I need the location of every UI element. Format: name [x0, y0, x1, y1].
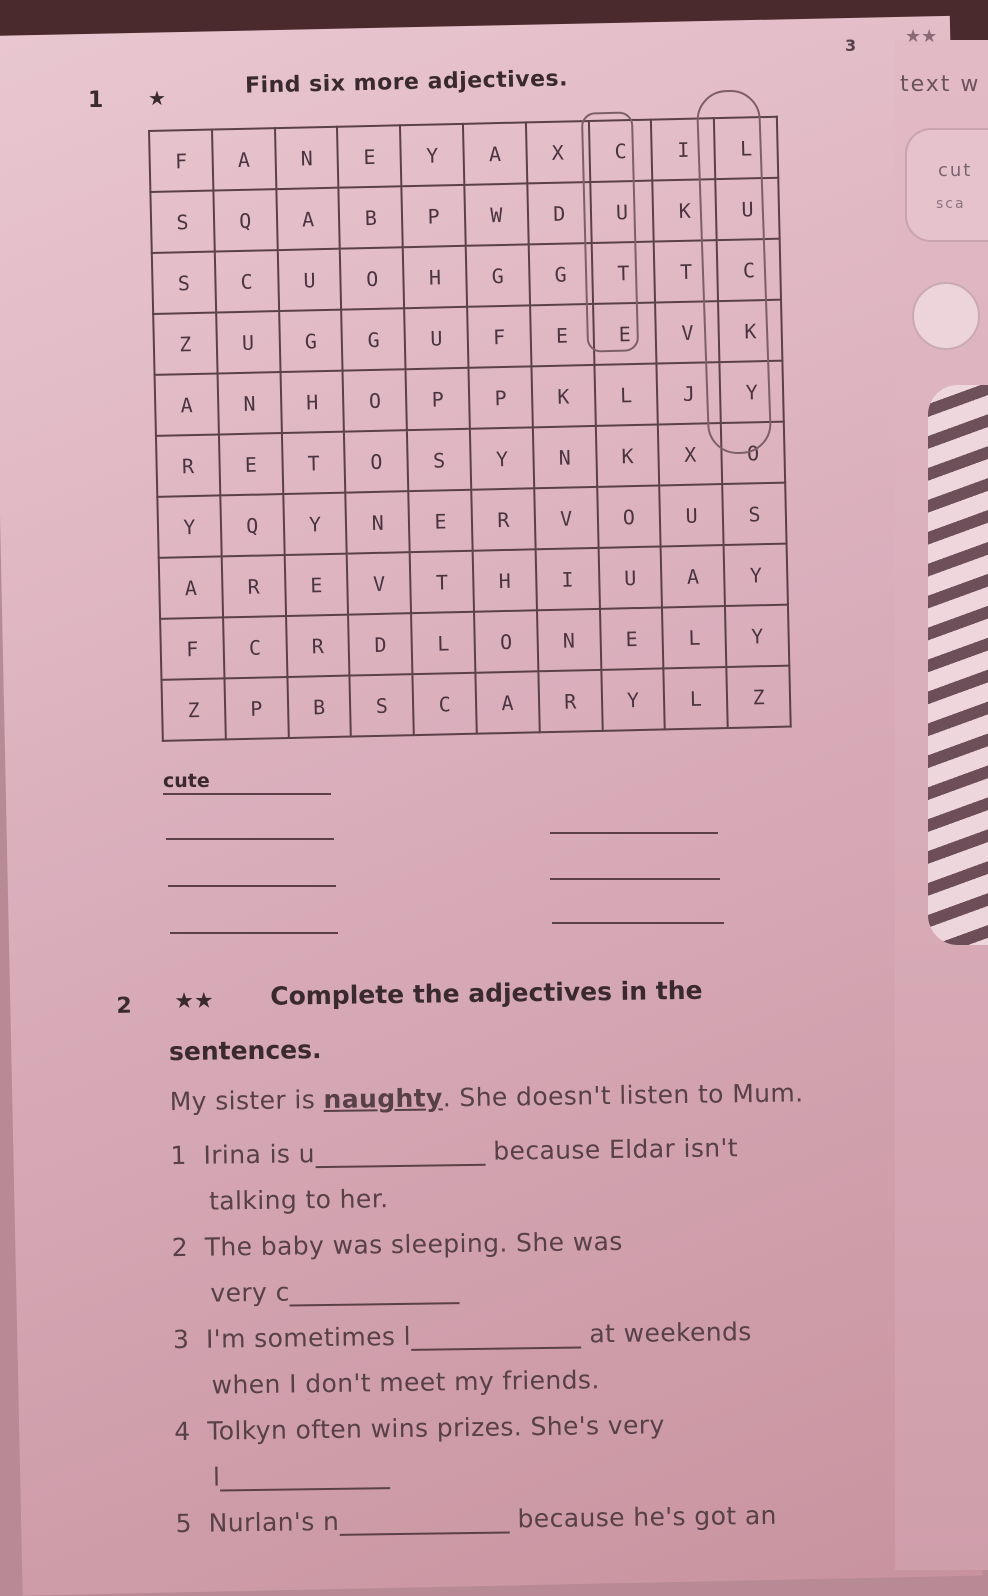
grid-cell[interactable]: V: [655, 301, 719, 363]
right-exercise-stars: ★★: [905, 26, 938, 47]
sentence-2: 2 The baby was sleeping. She was: [171, 1226, 623, 1263]
grid-cell[interactable]: R: [156, 434, 220, 496]
grid-cell[interactable]: V: [534, 487, 598, 549]
grid-cell[interactable]: Y: [283, 493, 347, 555]
sentence-4-continued: l: [213, 1460, 391, 1491]
answer-line-2[interactable]: [166, 838, 334, 840]
exercise-1-star-icon: ★: [148, 86, 166, 110]
grid-cell[interactable]: A: [155, 373, 219, 435]
grid-cell[interactable]: A: [212, 128, 276, 190]
example-answer-cute: cute: [163, 770, 210, 792]
grid-cell[interactable]: A: [276, 188, 340, 250]
grid-cell[interactable]: B: [339, 186, 403, 248]
grid-cell[interactable]: I: [535, 548, 599, 610]
grid-cell[interactable]: N: [537, 609, 601, 671]
grid-cell[interactable]: K: [595, 425, 659, 487]
grid-cell[interactable]: N: [275, 127, 339, 189]
grid-cell[interactable]: H: [403, 246, 467, 308]
grid-cell[interactable]: D: [527, 182, 591, 244]
circled-word-cute: [581, 111, 639, 352]
grid-cell[interactable]: G: [528, 243, 592, 305]
grid-cell[interactable]: K: [653, 179, 717, 241]
grid-cell[interactable]: Z: [161, 678, 225, 740]
grid-cell[interactable]: N: [346, 491, 410, 553]
grid-cell[interactable]: G: [466, 244, 530, 306]
grid-cell[interactable]: W: [464, 183, 528, 245]
grid-cell[interactable]: Y: [725, 605, 789, 667]
grid-cell[interactable]: P: [402, 185, 466, 247]
grid-cell[interactable]: T: [410, 551, 474, 613]
answer-line-7[interactable]: [552, 922, 724, 924]
grid-cell[interactable]: U: [590, 181, 654, 243]
grid-cell[interactable]: X: [658, 423, 722, 485]
grid-cell[interactable]: U: [598, 546, 662, 608]
answer-line-5[interactable]: [550, 878, 720, 880]
grid-cell[interactable]: A: [159, 556, 223, 618]
grid-cell[interactable]: X: [526, 121, 590, 183]
grid-cell[interactable]: Z: [153, 313, 217, 375]
grid-cell[interactable]: E: [284, 554, 348, 616]
grid-cell[interactable]: P: [406, 368, 470, 430]
grid-cell[interactable]: U: [660, 484, 724, 546]
grid-cell[interactable]: L: [664, 667, 728, 729]
grid-cell[interactable]: O: [344, 430, 408, 492]
grid-cell[interactable]: Y: [470, 427, 534, 489]
exercise-1-title: Find six more adjectives.: [244, 66, 569, 99]
grid-cell[interactable]: O: [343, 369, 407, 431]
answer-line-4[interactable]: [168, 885, 336, 887]
grid-cell[interactable]: E: [337, 125, 401, 187]
grid-cell[interactable]: G: [279, 310, 343, 372]
right-exercise-number: 3: [845, 36, 857, 55]
grid-cell[interactable]: P: [468, 366, 532, 428]
sentence-1-continued: talking to her.: [208, 1184, 389, 1216]
grid-cell[interactable]: R: [538, 670, 602, 732]
grid-cell[interactable]: T: [591, 242, 655, 304]
grid-cell[interactable]: H: [280, 371, 344, 433]
grid-cell[interactable]: E: [219, 433, 283, 495]
circled-word-lucky: [696, 89, 773, 455]
blank-3[interactable]: [411, 1326, 581, 1350]
grid-cell[interactable]: I: [651, 118, 715, 180]
answer-line-1[interactable]: [163, 793, 331, 795]
right-box-word-1: cut: [938, 160, 973, 181]
grid-cell[interactable]: L: [714, 117, 778, 179]
grid-cell[interactable]: N: [217, 372, 281, 434]
grid-cell[interactable]: C: [717, 239, 781, 301]
grid-cell[interactable]: R: [471, 488, 535, 550]
grid-cell[interactable]: E: [530, 304, 594, 366]
grid-cell[interactable]: Y: [157, 495, 221, 557]
grid-cell[interactable]: Q: [220, 494, 284, 556]
right-box-word-2: sca: [936, 196, 966, 212]
grid-cell[interactable]: K: [531, 365, 595, 427]
grid-cell[interactable]: U: [715, 178, 779, 240]
blank-5[interactable]: [339, 1511, 509, 1535]
grid-cell[interactable]: U: [277, 249, 341, 311]
grid-cell[interactable]: P: [224, 677, 288, 739]
grid-cell[interactable]: T: [282, 432, 346, 494]
sentence-4: 4 Tolkyn often wins prizes. She's very: [174, 1410, 665, 1447]
grid-cell[interactable]: R: [221, 555, 285, 617]
grid-cell[interactable]: K: [718, 300, 782, 362]
grid-cell[interactable]: Q: [213, 189, 277, 251]
grid-cell[interactable]: S: [722, 483, 786, 545]
grid-row: [161, 666, 790, 741]
grid-cell[interactable]: V: [347, 552, 411, 614]
grid-cell[interactable]: D: [348, 613, 412, 675]
grid-cell[interactable]: J: [657, 362, 721, 424]
grid-cell[interactable]: E: [593, 303, 657, 365]
exercise-2-number: 2: [116, 993, 132, 1019]
grid-cell[interactable]: F: [160, 617, 224, 679]
sentence-3: 3 I'm sometimes l at weekends: [172, 1317, 752, 1355]
grid-cell[interactable]: Y: [601, 668, 665, 730]
grid-cell[interactable]: C: [223, 616, 287, 678]
grid-cell[interactable]: L: [662, 606, 726, 668]
blank-2[interactable]: [290, 1282, 460, 1306]
grid-cell[interactable]: L: [594, 364, 658, 426]
grid-cell[interactable]: O: [340, 247, 404, 309]
grid-cell[interactable]: O: [721, 422, 785, 484]
grid-cell[interactable]: U: [216, 311, 280, 373]
grid-cell[interactable]: O: [474, 610, 538, 672]
grid-cell[interactable]: Y: [724, 544, 788, 606]
grid-cell[interactable]: S: [350, 674, 414, 736]
sentence-1: 1 Irina is u because Eldar isn't: [170, 1133, 739, 1171]
grid-cell[interactable]: H: [473, 549, 537, 611]
blank-1[interactable]: [315, 1144, 485, 1168]
grid-cell[interactable]: B: [287, 676, 351, 738]
grid-cell[interactable]: Y: [400, 124, 464, 186]
right-exercise-text: text w: [900, 72, 981, 97]
grid-cell[interactable]: C: [215, 250, 279, 312]
blank-4[interactable]: [220, 1467, 390, 1491]
grid-cell[interactable]: Y: [720, 361, 784, 423]
example-sentence: My sister is naughty. She doesn't listen to Mum.: [169, 1078, 804, 1117]
grid-cell[interactable]: L: [411, 612, 475, 674]
grid-cell[interactable]: S: [407, 429, 471, 491]
exercise-2-title-line2: sentences.: [168, 1035, 322, 1067]
sentence-2-continued: very c: [210, 1275, 460, 1307]
grid-cell[interactable]: T: [654, 240, 718, 302]
grid-cell[interactable]: R: [286, 615, 350, 677]
exercise-2-stars-icon: ★★: [174, 988, 214, 1015]
grid-cell[interactable]: F: [467, 305, 531, 367]
grid-cell[interactable]: N: [533, 426, 597, 488]
grid-cell[interactable]: A: [463, 122, 527, 184]
example-answer: naughty: [323, 1083, 443, 1115]
grid-cell[interactable]: S: [150, 191, 214, 253]
sentence-5: 5 Nurlan's n because he's got an: [175, 1500, 777, 1539]
grid-cell[interactable]: O: [597, 485, 661, 547]
exercise-1-number: 1: [88, 88, 104, 113]
grid-cell[interactable]: Z: [727, 666, 791, 728]
grid-cell[interactable]: F: [149, 130, 213, 192]
grid-cell[interactable]: A: [661, 545, 725, 607]
sentence-3-continued: when I don't meet my friends.: [211, 1365, 600, 1400]
exercise-2: [110, 970, 850, 1539]
answer-line-6[interactable]: [170, 932, 338, 934]
grid-cell[interactable]: U: [404, 307, 468, 369]
exercise-2-title-line1: Complete the adjectives in the: [270, 975, 703, 1011]
grid-cell[interactable]: S: [152, 252, 216, 314]
grid-cell[interactable]: A: [475, 671, 539, 733]
grid-cell[interactable]: C: [413, 673, 477, 735]
grid-cell[interactable]: C: [588, 120, 652, 182]
grid-cell[interactable]: G: [342, 308, 406, 370]
grid-cell[interactable]: E: [408, 490, 472, 552]
grid-cell[interactable]: E: [600, 607, 664, 669]
answer-line-3[interactable]: [550, 832, 718, 834]
word-search-grid: [148, 116, 792, 742]
